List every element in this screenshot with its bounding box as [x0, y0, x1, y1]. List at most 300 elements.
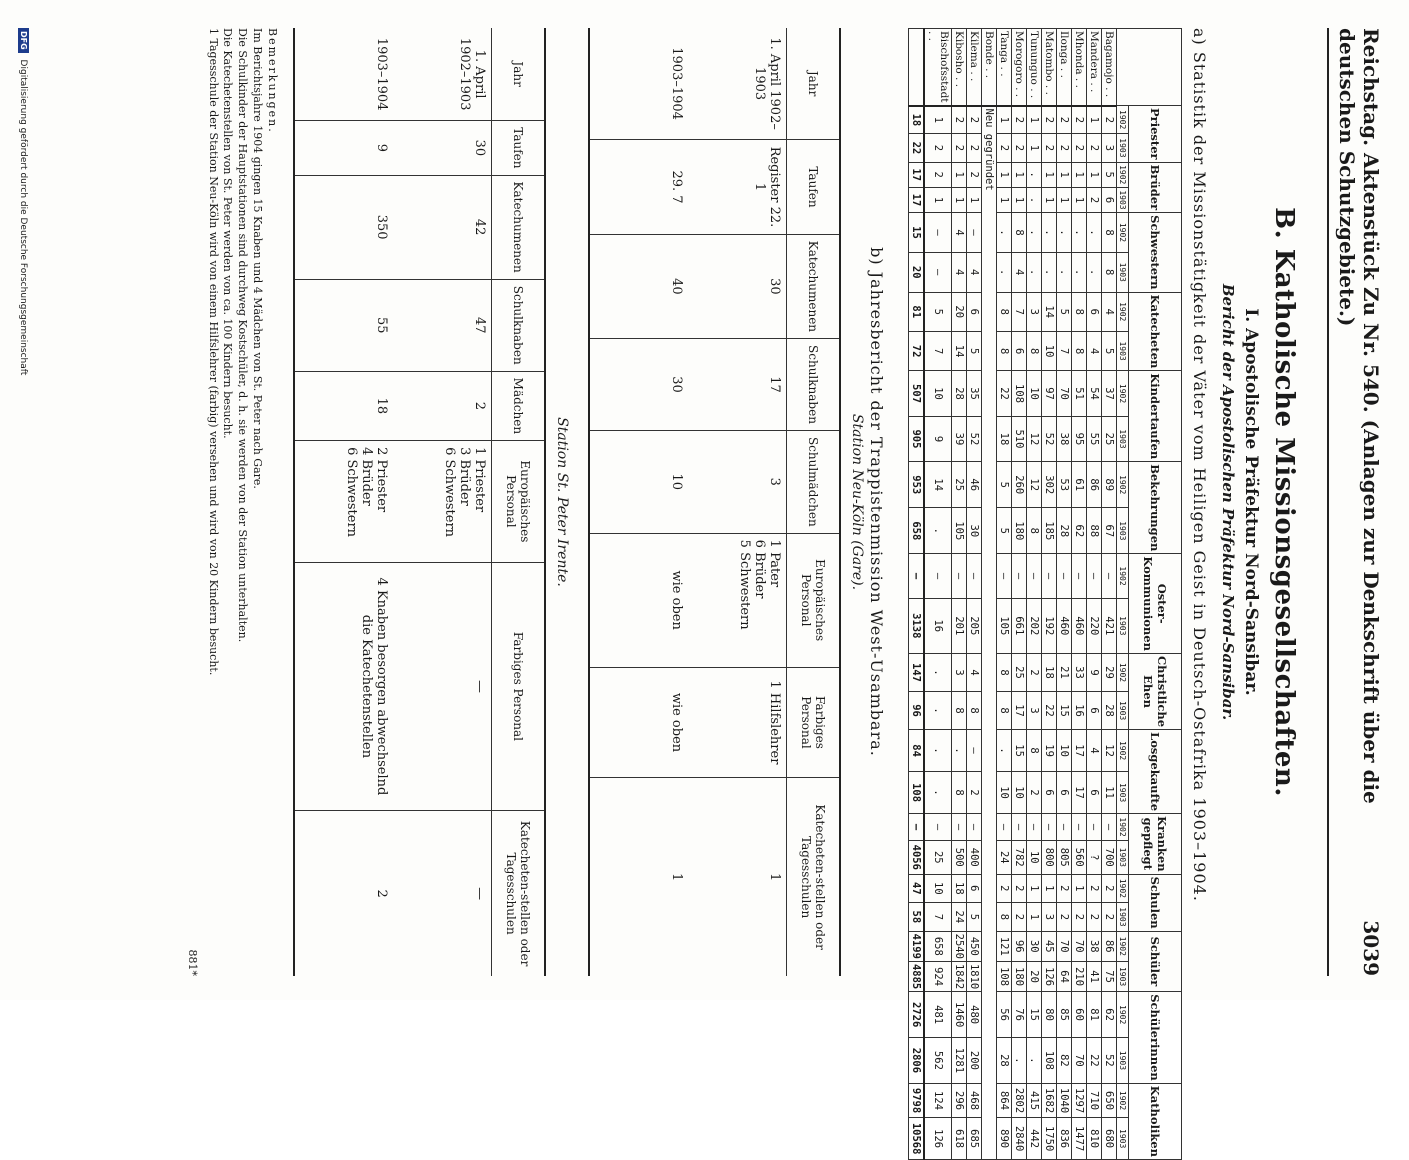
cell-value: 6	[1087, 772, 1102, 814]
cell-value: 10	[1042, 331, 1057, 370]
table-row	[1072, 29, 1087, 1160]
trappist-body	[589, 28, 787, 976]
cell-value: 1	[1027, 874, 1042, 903]
cell-value: ?	[1087, 840, 1102, 874]
cell-value: 18	[952, 874, 967, 903]
year-header: 1902	[1117, 653, 1129, 691]
cell-value: 3	[952, 653, 967, 691]
cell-value: 10	[1027, 371, 1042, 416]
column-header: Europäisches Personal	[787, 533, 841, 667]
remark-line: Im Berichtsjahre 1904 gingen 15 Knaben und 4 Mädchen von St. Peter nach Gare.	[251, 28, 265, 489]
cell-value: 20	[909, 252, 925, 292]
cell-value: 3	[1027, 292, 1042, 331]
cell-value: 28	[952, 371, 967, 416]
cell-value: 1	[1072, 162, 1087, 187]
station-column-header	[1117, 29, 1182, 106]
cell-value: 1. April 1902–1903	[457, 37, 487, 111]
cell-value: —	[997, 554, 1012, 598]
cell-value: 55	[294, 279, 393, 371]
cell-value: 89	[1102, 462, 1117, 508]
cell-value: —	[967, 213, 982, 253]
cell-value: .	[997, 730, 1012, 772]
table-row	[952, 29, 967, 1160]
cell-value: 5	[1102, 162, 1117, 187]
cell-value: Register 22. 1	[688, 140, 787, 235]
table-row	[1012, 29, 1027, 1160]
cell-value: 17	[1072, 730, 1087, 772]
cell-value: 1	[1057, 187, 1072, 212]
station-st-peter-title: Station St. Peter Irente.	[554, 417, 570, 587]
cell-value: 6	[967, 874, 982, 903]
cell-value: 1	[1072, 874, 1087, 903]
group-header: Schwestern	[1129, 213, 1182, 292]
cell-value: 810	[1087, 1118, 1102, 1160]
cell-value: 25	[952, 462, 967, 508]
station-name: Kibosho . .	[952, 29, 967, 106]
cell-value: 2	[1072, 903, 1087, 932]
cell-value: 61	[1072, 462, 1087, 508]
year-header: 1902	[1117, 106, 1129, 134]
cell-value: 28	[1102, 692, 1117, 730]
column-header: Katecheten-stellen oder Tagesschulen	[492, 811, 546, 976]
cell-value: 1	[967, 187, 982, 212]
cell-value: 8	[1102, 252, 1117, 292]
cell-value: 6	[1057, 772, 1072, 814]
cell-value: —	[924, 814, 952, 841]
cell-value: 39	[952, 416, 967, 461]
cell-value: 62	[1072, 508, 1087, 554]
cell-value: 442	[1027, 1118, 1042, 1160]
cell-value: 4	[967, 653, 982, 691]
cell-value: 15	[1027, 992, 1042, 1038]
cell-value: .	[1027, 1038, 1042, 1084]
cell-value: wie oben	[589, 533, 688, 667]
cell-value: 81	[909, 292, 925, 331]
cell-value: 4	[967, 252, 982, 292]
cell-value: 105	[997, 598, 1012, 653]
cell-value: 296	[952, 1083, 967, 1117]
group-header: Kindertaufen	[1129, 371, 1182, 462]
table-row	[688, 28, 787, 976]
cell-value: 38	[1087, 931, 1102, 961]
cell-value: 62	[1102, 992, 1117, 1038]
cell-value: 20	[1027, 961, 1042, 991]
cell-value: 126	[1042, 961, 1057, 991]
cell-value: 47	[393, 279, 492, 371]
cell-value: 210	[1072, 961, 1087, 991]
cell-value: 10	[1012, 772, 1027, 814]
footer	[18, 28, 29, 375]
cell-value: 1750	[1042, 1118, 1057, 1160]
cell-value: 680	[1102, 1118, 1117, 1160]
cell-value: 70	[1057, 931, 1072, 961]
cell-value: 1040	[1057, 1083, 1072, 1117]
cell-value: 4	[952, 252, 967, 292]
cell-value: —	[952, 814, 967, 841]
remark-line: Die Schulkinder der Hauptstationen sind durchweg Kostschüler, d. h. sie werden von der Station unterhalten.	[236, 28, 250, 643]
cell-value: 2	[1012, 903, 1027, 932]
year-header: 1902	[1117, 162, 1129, 187]
cell-value: 500	[952, 840, 967, 874]
table-row	[924, 29, 952, 1160]
cell-value: 2	[997, 874, 1012, 903]
cell-value: 14	[1042, 292, 1057, 331]
cell-value: 1	[952, 162, 967, 187]
cell-value: 147	[909, 653, 925, 691]
cell-value: —	[952, 554, 967, 598]
cell-value: 33	[1072, 653, 1087, 691]
cell-value: 8	[952, 692, 967, 730]
cell-value: 201	[952, 598, 967, 653]
cell-value: 8	[1012, 213, 1027, 253]
table-a-heading: a) Statistik der Missionstätigkeit der Väter vom Heiligen Geist in Deutsch-Ostafrika 1903–1904.	[1190, 28, 1209, 902]
station-name: Kilema . .	[967, 29, 982, 106]
remarks-lines	[205, 28, 264, 976]
cell-value: 1281	[952, 1038, 967, 1084]
cell-value: .	[1027, 252, 1042, 292]
cell-value: 8	[997, 692, 1012, 730]
group-header-row	[1129, 29, 1182, 1160]
table-b-heading: b) Jahresbericht der Trappistenmission West-Usambara.	[867, 247, 886, 757]
column-header: Taufen	[492, 121, 546, 175]
cell-value: 1	[1027, 134, 1042, 162]
cell-value: 205	[967, 598, 982, 653]
cell-value: 22	[1042, 692, 1057, 730]
cell-value: 3	[1042, 903, 1057, 932]
table-row	[982, 29, 997, 1160]
cell-value: 2	[997, 134, 1012, 162]
cell-value: 220	[1087, 598, 1102, 653]
cell-value: 38	[1057, 416, 1072, 461]
cell-value: 2	[1087, 874, 1102, 903]
cell-value: 8	[1072, 292, 1087, 331]
cell-value: —	[393, 811, 492, 976]
cell-value: 70	[1057, 371, 1072, 416]
year-header: 1902	[1117, 730, 1129, 772]
cell-value: .	[1012, 1038, 1027, 1084]
cell-value: 30	[589, 339, 688, 431]
year-header: 1902	[1117, 462, 1129, 508]
cell-value: 53	[1057, 462, 1072, 508]
cell-value: 1 Pater 6 Brüder 5 Schwestern	[688, 533, 787, 667]
cell-value: 480	[967, 992, 982, 1038]
column-header: Jahr	[787, 28, 841, 140]
cell-value: .	[1087, 252, 1102, 292]
cell-value: 105	[952, 508, 967, 554]
cell-value: 2726	[909, 992, 925, 1038]
station-name: Bonde . .	[982, 29, 997, 106]
cell-value: 2	[1102, 874, 1117, 903]
page-content	[185, 28, 1383, 1157]
cell-value: 2	[1087, 187, 1102, 212]
cell-value: 2	[1027, 772, 1042, 814]
report-title: Bericht der Apostolischen Präfektur Nord-Sansibar.	[1219, 283, 1237, 721]
cell-value: —	[1072, 814, 1087, 841]
cell-value: 16	[924, 598, 952, 653]
cell-value: 24	[952, 903, 967, 932]
column-header: Schulknaben	[787, 339, 841, 431]
cell-value: 1	[1087, 162, 1102, 187]
cell-value: 2	[1102, 106, 1117, 134]
cell-value: 685	[967, 1118, 982, 1160]
year-header: 1902	[1117, 1083, 1129, 1117]
cell-value: 800	[1042, 840, 1057, 874]
table-row	[1042, 29, 1057, 1160]
cell-value: 10	[1027, 840, 1042, 874]
cell-value: 37	[1102, 371, 1117, 416]
sum-row	[909, 29, 925, 1160]
year-header: 1902	[1117, 992, 1129, 1038]
cell-value: 10	[997, 772, 1012, 814]
cell-value: 60	[1072, 992, 1087, 1038]
cell-value: 2	[967, 772, 982, 814]
column-header: Katechumenen	[492, 175, 546, 279]
cell-value: 76	[1012, 992, 1027, 1038]
cell-value: 9	[1087, 653, 1102, 691]
cell-value: 67	[1102, 508, 1117, 554]
cell-value: 2	[924, 134, 952, 162]
cell-value: 1903–1904	[294, 28, 393, 121]
cell-value: 1	[1042, 187, 1057, 212]
year-header: 1903	[1117, 1038, 1129, 1084]
table-row	[589, 28, 688, 976]
cell-value: 70	[1072, 931, 1087, 961]
remarks	[205, 28, 279, 976]
cell-value: 42	[393, 175, 492, 279]
cell-value: 2806	[909, 1038, 925, 1084]
cell-value: —	[1057, 814, 1072, 841]
cell-value: 5	[924, 292, 952, 331]
cell-value: 2540	[952, 931, 967, 961]
cell-value: .	[924, 692, 952, 730]
cell-value: 1	[1087, 106, 1102, 134]
cell-value: 10	[924, 371, 952, 416]
table-row	[1102, 29, 1117, 1160]
cell-value: 700	[1102, 840, 1117, 874]
year-header: 1902	[1117, 554, 1129, 598]
cell-value: —	[1012, 814, 1027, 841]
cell-value: —	[924, 252, 952, 292]
column-header: Schulknaben	[492, 279, 546, 371]
cell-value: 7	[924, 903, 952, 932]
cell-value: 6	[1012, 331, 1027, 370]
cell-value: 17	[909, 162, 925, 187]
cell-value: 618	[952, 1118, 967, 1160]
cell-value: —	[1027, 554, 1042, 598]
cell-value: 415	[1027, 1083, 1042, 1117]
cell-value: 108	[1042, 1038, 1057, 1084]
cell-value: —	[1057, 554, 1072, 598]
station-name: Ilonga . .	[1057, 29, 1072, 106]
cell-value: 126	[924, 1118, 952, 1160]
cell-value: 2	[967, 134, 982, 162]
cell-value: 1	[952, 187, 967, 212]
cell-value: 7	[924, 331, 952, 370]
cell-value: 2	[1072, 134, 1087, 162]
cell-value: 96	[909, 692, 925, 730]
st-peter-header-row	[492, 28, 546, 976]
running-header	[1327, 28, 1383, 976]
trappist-table	[588, 28, 841, 976]
station-name: Morogoro . .	[1012, 29, 1027, 106]
cell-value: 35	[967, 371, 982, 416]
cell-value: 85	[1057, 992, 1072, 1038]
cell-value: 30	[393, 121, 492, 175]
cell-value: 22	[1087, 1038, 1102, 1084]
group-header: Schulen	[1129, 874, 1182, 931]
cell-value: 70	[1072, 1038, 1087, 1084]
station-neu-koeln-title: Station Neu-Köln (Gare).	[849, 413, 865, 591]
cell-value: 8	[997, 653, 1012, 691]
cell-value: 3	[688, 430, 787, 533]
cell-value: —	[1042, 554, 1057, 598]
cell-value: 17	[688, 339, 787, 431]
cell-value: 2	[294, 811, 393, 976]
remark-line: Die Katechetenstellen von St. Peter werden von ca. 100 Kindern besucht.	[221, 28, 235, 439]
cell-value: 2	[952, 134, 967, 162]
cell-value: 5	[997, 508, 1012, 554]
column-header: Mädchen	[492, 371, 546, 440]
year-header: 1902	[1117, 931, 1129, 961]
column-header: Katechumenen	[787, 234, 841, 338]
cell-value: 450	[967, 931, 982, 961]
cell-value: 2	[1012, 874, 1027, 903]
cell-value: —	[1087, 554, 1102, 598]
cell-value: 14	[952, 331, 967, 370]
year-header: 1902	[1117, 814, 1129, 841]
cell-value: —	[1102, 814, 1117, 841]
cell-value: 1903–1904	[589, 28, 688, 140]
cell-value: 124	[924, 1083, 952, 1117]
cell-value: .	[1027, 162, 1042, 187]
year-header: 1903	[1117, 598, 1129, 653]
cell-value: 5	[967, 903, 982, 932]
cell-value: 8	[1072, 331, 1087, 370]
cell-value: 30	[1027, 931, 1042, 961]
station-name: Mandera . .	[1087, 29, 1102, 106]
cell-value: 1477	[1072, 1118, 1087, 1160]
cell-value: 17	[1072, 772, 1087, 814]
section-title: B. Katholische Missionsgesellschaften.	[1269, 207, 1299, 797]
cell-value: 5	[1057, 292, 1072, 331]
cell-value: 650	[1102, 1083, 1117, 1117]
group-header: Katholiken	[1129, 1083, 1182, 1159]
cell-value: 1	[997, 106, 1012, 134]
cell-value: 924	[924, 961, 952, 991]
cell-value: 108	[1012, 371, 1027, 416]
cell-value: 2	[967, 162, 982, 187]
cell-value: 7	[1012, 292, 1027, 331]
cell-value: 47	[909, 874, 925, 903]
cell-value: 8	[1027, 730, 1042, 772]
cell-value: 350	[294, 175, 393, 279]
cell-value: .	[1057, 213, 1072, 253]
cell-value: 10	[589, 430, 688, 533]
cell-value: 15	[1012, 730, 1027, 772]
cell-value: 1 Hilfslehrer	[688, 667, 787, 778]
cell-value: 192	[1042, 598, 1057, 653]
cell-value: 18	[1042, 653, 1057, 691]
cell-value: 15	[1057, 692, 1072, 730]
year-header: 1903	[1117, 331, 1129, 370]
cell-value: 18	[997, 416, 1012, 461]
group-header: Schülerinnen	[1129, 992, 1182, 1084]
cell-value: 421	[1102, 598, 1117, 653]
cell-value: 10	[1057, 730, 1072, 772]
cell-value: 9	[294, 121, 393, 175]
cell-value: 8	[1027, 508, 1042, 554]
cell-value: 25	[1102, 416, 1117, 461]
cell-value: 6	[967, 292, 982, 331]
cell-value: 1810	[967, 961, 982, 991]
cell-value: 1	[997, 162, 1012, 187]
cell-value: 28	[1057, 508, 1072, 554]
cell-value: 21	[1057, 653, 1072, 691]
cell-value: 6	[1102, 187, 1117, 212]
column-header: Taufen	[787, 140, 841, 235]
cell-value: —	[924, 554, 952, 598]
cell-value: 18	[294, 371, 393, 440]
cell-value: 14	[924, 462, 952, 508]
group-header: Katecheten	[1129, 292, 1182, 371]
cell-value: 12	[1027, 462, 1042, 508]
cell-value: 45	[1042, 931, 1057, 961]
cell-value: 5	[1102, 331, 1117, 370]
subsection-title: I. Apostolische Präfektur Nord-Sansibar.	[1241, 308, 1261, 696]
cell-value: 10568	[909, 1118, 925, 1160]
cell-value: .	[997, 252, 1012, 292]
cell-value: 4885	[909, 961, 925, 991]
cell-value: 1 Priester 3 Brüder 6 Schwestern	[393, 441, 492, 563]
cell-value: 2	[1057, 874, 1072, 903]
cell-value: 17	[1012, 692, 1027, 730]
cell-value: 1	[924, 106, 952, 134]
cell-value: 8	[1027, 331, 1042, 370]
cell-value: 510	[1012, 416, 1027, 461]
table-row	[1057, 29, 1072, 1160]
cell-value: 5	[967, 331, 982, 370]
cell-value: 1460	[952, 992, 967, 1038]
cell-value: 1	[997, 187, 1012, 212]
cell-value: —	[967, 814, 982, 841]
cell-value: 260	[1012, 462, 1027, 508]
cell-value: 80	[1042, 992, 1057, 1038]
column-header: Europäisches Personal	[492, 441, 546, 563]
cell-value: 29. 7	[589, 140, 688, 235]
cell-value: 29	[1102, 653, 1117, 691]
cell-value: 180	[1012, 508, 1027, 554]
cell-value: 560	[1072, 840, 1087, 874]
cell-value: —	[909, 814, 925, 841]
cell-value: 4	[952, 213, 967, 253]
cell-value: 3138	[909, 598, 925, 653]
year-header: 1903	[1117, 508, 1129, 554]
cell-value: —	[1042, 814, 1057, 841]
dfg-logo: DFG	[18, 28, 29, 53]
cell-value: 55	[1087, 416, 1102, 461]
cell-value: 12	[1102, 730, 1117, 772]
footer-text: Digitalisierung gefördert durch die Deutsche Forschungsgemeinschaft	[18, 59, 28, 376]
group-header: Priester	[1129, 106, 1182, 163]
cell-value: .	[1072, 213, 1087, 253]
group-header: Oster-Kommunionen	[1129, 554, 1182, 654]
cell-value: 22	[909, 134, 925, 162]
station-name	[909, 29, 925, 106]
cell-value: .	[952, 730, 967, 772]
cell-value: 8	[952, 772, 967, 814]
cell-value: Neu gegründet	[982, 106, 997, 1160]
cell-value: 782	[1012, 840, 1027, 874]
